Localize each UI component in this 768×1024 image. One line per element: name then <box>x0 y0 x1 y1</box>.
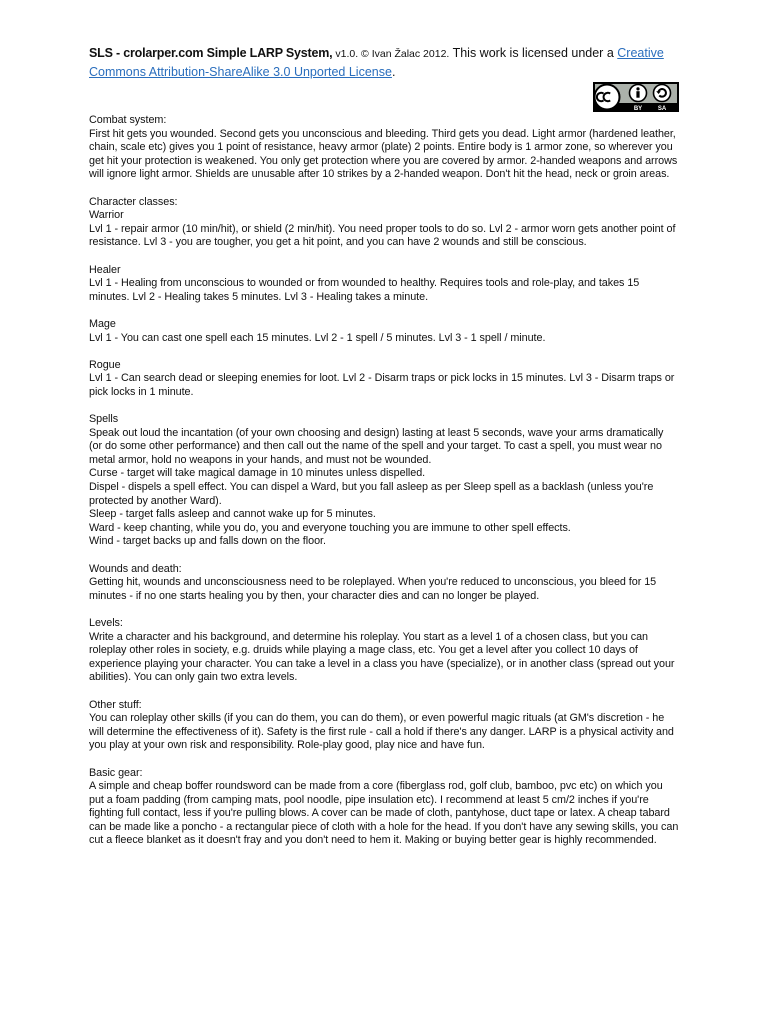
section-mage <box>89 318 679 345</box>
section-rogue <box>89 359 679 400</box>
section-text: Lvl 1 - You can cast one spell each 15 minutes. Lvl 2 - 1 spell / 5 minutes. Lvl 3 - 1 spell / minute. <box>89 331 546 344</box>
document-header <box>89 44 679 81</box>
section-text: Lvl 1 - Can search dead or sleeping enemies for loot. Lvl 2 - Disarm traps or pick locks in 15 minutes. Lvl 3 - Disarm traps or pick locks in 1 minute. <box>89 372 675 398</box>
section-other <box>89 699 679 753</box>
section-text: Write a character and his background, and determine his roleplay. You start as a level 1 of a chosen class, but you can roleplay other roles in society, e.g. druids while playing a mage class, etc. You get a level after you collect 10 days of experience playing your character. You can take a level in a class you have (specialize), or in another class (spread out your abilities). You can only gain two extra levels. <box>89 630 675 684</box>
section-healer <box>89 264 679 305</box>
section-heading: Combat system: <box>89 114 167 126</box>
license-intro: This work is licensed under a <box>449 46 618 60</box>
cc-by-sa-badge-icon[interactable] <box>593 82 679 112</box>
spell-curse: Curse - target will take magical damage in 10 minutes unless dispelled. <box>89 467 426 480</box>
badge-sa-label: SA <box>657 106 667 112</box>
section-heading: Rogue <box>89 358 121 371</box>
section-text: Lvl 1 - Healing from unconscious to wounded or from wounded to healthy. Requires tools and role-play, and takes 15 minutes. Lvl 2 - Healing takes 5 minutes. Lvl 3 - Healing takes a minute. <box>89 277 640 303</box>
section-heading: Character classes: <box>89 195 178 208</box>
section-classes <box>89 196 679 250</box>
license-link[interactable]: Creative Commons Attribution-ShareAlike 3.0 Unported License <box>89 46 664 79</box>
section-text: A simple and cheap boffer roundsword can be made from a core (fiberglass rod, golf club, bamboo, pvc etc) on which you put a foam padding (from camping mats, pool noodle, pipe insulation etc). I recommend at least 5 cm/2 inches if you're fighting full contact, less if you're pulling blows. A cover can be made of cloth, pantyhose, duct tape or latex. A cheap tabard can be made like a poncho - a rectangular piece of cloth with a hole for the head. If you don't have any sewing skills, you can cut a fleece blanket as it doesn't fray and you don't need to hem it. Making or buying better gear is highly recommended. <box>89 780 679 847</box>
section-heading: Levels: <box>89 616 123 629</box>
section-heading: Healer <box>89 263 121 276</box>
spell-dispel: Dispel - dispels a spell effect. You can dispel a Ward, but you fall asleep as per Sleep spell as a backlash (unless you're protected by another Ward). <box>89 481 654 507</box>
version-copyright: v1.0. © Ivan Žalac 2012. <box>332 48 450 60</box>
section-wounds <box>89 563 679 604</box>
spell-sleep: Sleep - target falls asleep and cannot wake up for 5 minutes. <box>89 508 376 521</box>
section-heading: Spells <box>89 413 119 426</box>
document-page <box>89 44 679 847</box>
spell-ward: Ward - keep chanting, while you do, you and everyone touching you are immune to other spell effects. <box>89 521 571 534</box>
spell-wind: Wind - target backs up and falls down on the floor. <box>89 535 326 548</box>
section-spells <box>89 413 679 549</box>
class-title-warrior: Warrior <box>89 209 124 222</box>
section-gear <box>89 767 679 849</box>
section-levels <box>89 617 679 685</box>
section-heading: Basic gear: <box>89 766 143 779</box>
section-heading: Mage <box>89 317 116 330</box>
badge-by-label: BY <box>633 106 643 112</box>
section-heading: Other stuff: <box>89 698 142 711</box>
section-text: Speak out loud the incantation (of your own choosing and design) lasting at least 5 seconds, wave your arms dramatically (or do some other performance) and then call out the name of the spell and your target. To cast a spell, you must wear no metal armor, hold no weapons in your hands, and must not be wounded. <box>89 426 664 466</box>
document-title: SLS - crolarper.com Simple LARP System, <box>89 46 333 60</box>
license-end: . <box>391 65 396 79</box>
section-text: Getting hit, wounds and unconsciousness need to be roleplayed. When you're reduced to unconscious, you bleed for 15 minutes - if no one starts healing you by then, your character dies and can no longer be played. <box>89 576 657 602</box>
section-text: First hit gets you wounded. Second gets you unconscious and bleeding. Third gets you dead. Light armor (hardened leather, chain, scale etc) gives you 1 point of resistance, heavy armor (plate) 2 points. Entire body is 1 armor zone, so wherever you get hit your protection is weakened. You only get protection where you are covered by armor. 2-handed weapons and arrows will ignore light armor. Shields are unusable after 10 strikes by a 2-handed weapon. Don't hit the head, neck or groin areas. <box>89 127 678 181</box>
section-text: Lvl 1 - repair armor (10 min/hit), or shield (2 min/hit). You need proper tools to do so. Lvl 2 - armor worn gets another point of resistance. Lvl 3 - you are tougher, you get a hit point, and you can have 2 wounds and still be conscious. <box>89 222 676 249</box>
section-combat <box>89 114 679 182</box>
section-heading: Wounds and death: <box>89 562 182 575</box>
section-text: You can roleplay other skills (if you can do them, you can do them), or even powerful magic rituals (at GM's discretion - he will determine the effectiveness of it). Safety is the first rule - call a hold if there's any danger. LARP is a physical activity and you play at your own risk and responsibility. Role-play good, play nice and have fun. <box>89 712 674 752</box>
document-body <box>89 114 679 862</box>
